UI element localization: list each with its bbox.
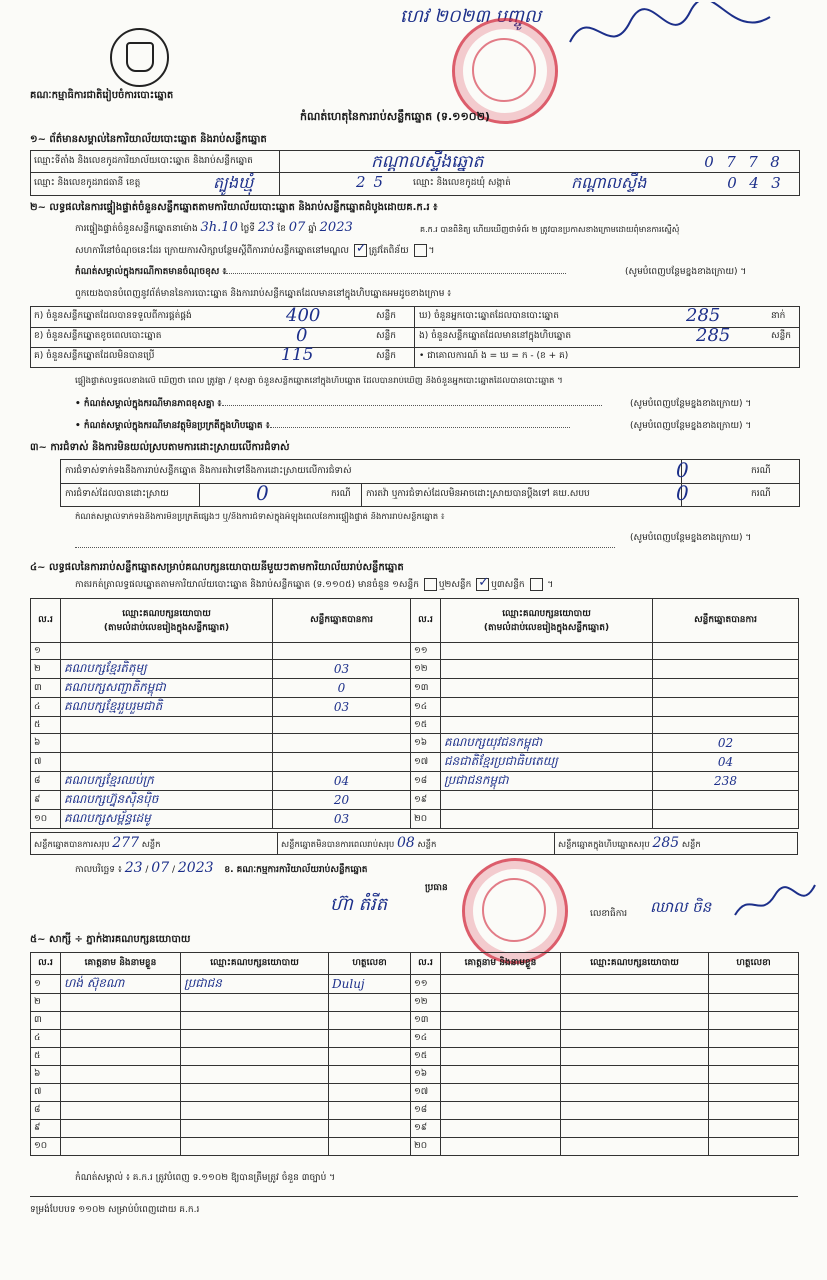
w-party [561,975,709,994]
ka-unit: សន្លឹក [376,311,396,321]
party-votes [653,698,799,717]
results-row [31,679,799,698]
w-sign [709,1066,799,1084]
gho-value: 285 [686,305,721,326]
party-votes: 03 [273,698,411,717]
w-col-party: ឈ្មោះគណបក្សនយោបាយ [561,953,709,975]
code-digit: 3 [771,174,781,192]
committee-label: ខ. គណៈកម្មការការិយាល័យរាប់សន្លឹកឆ្នោត [224,865,368,875]
w-name [61,1012,181,1030]
bullet2: • កំណត់សម្គាល់ក្នុងករណីមានវត្ថុមិនប្រក្រតីក្នុងហិបឆ្នោត ៖ [75,420,570,433]
ko-value: 115 [281,345,314,365]
party-votes: 04 [653,753,799,772]
w-no: ៤ [31,1030,61,1048]
section2-line1b: គ.ក.រ បានពិនិត្យ ហើយឃើញថាទំព័រ ២ ត្រូវបានប្រកាសខាងក្រោមដោយពុំមានការស្នើសុំ [420,225,680,234]
section3-dots [75,540,615,551]
results-row [31,643,799,660]
w-col-name: គោត្តនាម និងនាមខ្លួន [441,953,561,975]
witness-row [31,1102,799,1120]
w-no: ១ [31,975,61,994]
results-row [31,660,799,679]
ngo-value: 285 [696,325,731,346]
party-votes: 238 [653,772,799,791]
w-no: ៩ [31,1120,61,1138]
witness-table [30,952,799,1156]
party-name: គណបក្សខ្មែរឈប់ក្រ [61,772,273,791]
w-sign [709,1012,799,1030]
w-name [441,1012,561,1030]
row-no: ១៣ [411,679,441,698]
w-name [61,1030,181,1048]
row-no: ១៤ [411,698,441,717]
w-col-sign: ហត្ថលេខា [329,953,411,975]
row2-value: ត្បូងឃ្មុំ [213,173,254,192]
bullet1: • កំណត់សម្គាល់ក្នុងករណីមានភាពខុសគ្នា ៖ [75,398,602,411]
party-votes [653,679,799,698]
w-col-name: គោត្តនាម និងនាមខ្លួន [61,953,181,975]
checkbox-three-sheets[interactable] [530,578,543,591]
w-party: ប្រជាជន [181,975,329,994]
w-party [181,1120,329,1138]
w-name [61,1048,181,1066]
org-name: គណៈកម្មាធិការជាតិរៀបចំការបោះឆ្នោត [30,90,174,101]
section3-note: កំណត់សម្គាល់ទាក់ទងនឹងការមិនប្រក្រតីផ្សេងៗ ឬ/និងការជំទាស់ក្នុងអំឡុងពេលនៃការផ្ទៀងផ្ទាត់ និងការរាប់សន្លឹកឆ្នោត ៖ [75,512,445,522]
witness-row [31,1030,799,1048]
gho-label: ឃ) ចំនួនអ្នកបោះឆ្នោតដែលបានបោះឆ្នោត [419,311,559,321]
section3-box [60,459,800,507]
party-votes [273,753,411,772]
w-no: ១០ [31,1138,61,1156]
sum-invalid: 08 [397,835,415,851]
row-no: ៦ [31,734,61,753]
w-party [181,1012,329,1030]
secretary-scribble [730,880,820,925]
row-no: ១១ [411,643,441,660]
row2-label2: ឈ្មោះ និងលេខកូដឃុំ សង្កាត់ [413,178,511,188]
section2-line2: សហការីនៅចំណុចនេះដែរ ក្រោយការសិក្សាបន្ថែមស្តីពីការរាប់សន្លឹកឆ្នោតនៅមណ្ឌល ✓ ត្រូវតែពិន័យ ។ [75,241,435,256]
party-name [61,643,273,660]
w-sign [709,1120,799,1138]
witness-row [31,975,799,994]
kha-unit: សន្លឹក [376,331,396,341]
code-digit: 4 [749,174,759,192]
w-no: ២ [31,994,61,1012]
row-no: ៣ [31,679,61,698]
party-name: ជនជាតិខ្មែរប្រជាធិបតេយ្យ [441,753,653,772]
party-name [61,753,273,772]
w-party [561,1120,709,1138]
row1-label: ឈ្មោះទីតាំង និងលេខកូដការិយាល័យបោះឆ្នោត និងរាប់សន្លឹកឆ្នោត [34,156,253,166]
footnote: កំណត់សម្គាល់ ៖ គ.ក.រ ត្រូវបំពេញ ទ.១១០២ ឱ្យបានត្រឹមត្រូវ ចំនួន ៣ច្បាប់ ។ [75,1173,336,1183]
code-digit: 0 [727,174,737,192]
section3-fill: (សូមបំពេញបន្ថែមខ្នងខាងក្រោយ) ។ [630,533,752,543]
witness-row [31,1120,799,1138]
w-sign [329,1102,411,1120]
w-name [441,994,561,1012]
results-row [31,810,799,829]
section3-title: ៣~ ការជំទាស់ និងការមិនយល់ស្របតាមការដោះស្រាយលើការជំទាស់ [30,442,290,453]
code-digit: 7 [748,153,758,171]
party-name: ប្រជាជនកម្ពុជា [441,772,653,791]
gho-unit: នាក់ [771,311,786,321]
party-votes [273,643,411,660]
sum-valid: 277 [112,835,139,851]
date-year: 2023 [177,860,214,876]
date-month: 07 [151,860,170,876]
party-name [61,717,273,734]
section4-subline: កាតរកត់ត្រាលទ្ធផលឆ្នោតតាមការិយាល័យបោះឆ្នោត និងរាប់សន្លឹកឆ្នោត (ទ.១១០៥) មានចំនួន ១សន្លឹក ឬ២សន្លឹក ✓ ឬ៣សន្លឹក ។ [75,575,554,590]
w-party [561,1066,709,1084]
w-party [561,1030,709,1048]
witness-row [31,1084,799,1102]
party-name: គណបក្សខ្មែររួបរួមជាតិ [61,698,273,717]
w-sign [329,1048,411,1066]
row2-num: 25 [356,173,392,191]
official-seal-top-inner [472,38,536,102]
w-party [561,1102,709,1120]
objection-row1-value: 0 [676,458,689,482]
secretary-signature: ឈាល ចិន [650,898,712,916]
objection-row2-unit2: ករណី [751,489,771,499]
checkbox-one-sheet[interactable] [424,578,437,591]
w-sign [329,1066,411,1084]
section2-note2: ពួកយេងបានបំពេញនូវព័ត៌មាននៃការបោះឆ្នោត និងការរាប់សន្លឹកឆ្នោតដែលមាននៅក្នុងហិបឆ្នោតអមដូចខាងក្រោម ៖ [75,289,452,299]
party-name: គណបក្សសញ្ជាតិកម្ពុជា [61,679,273,698]
code-digit: 0 [704,153,714,171]
ka-value: 400 [286,305,321,326]
party-votes: 03 [273,660,411,679]
w-party [561,1084,709,1102]
sum-box: 285 [652,835,680,851]
w-name [441,1138,561,1156]
sum-box-label: សន្លឹកឆ្នោតក្នុងហិបឆ្នោតសរុប [558,840,650,850]
section2-counts-box [30,306,800,368]
section2-note1-fill: (សូមបំពេញបន្ថែមខ្នងខាងក្រោយ) ។ [625,267,747,277]
section2-line1: ការផ្ទៀងផ្ទាត់ចំនួនសន្លឹកឆ្នោតនាម៉ោង 3h.10 ថ្ងៃទី 23 ខែ 07 ឆ្នាំ 2023 [75,220,353,235]
w-party [181,1102,329,1120]
row1-value: កណ្តាលស្ទឹងឆ្នោត [371,152,484,172]
party-name [441,660,653,679]
w-no: ៥ [31,1048,61,1066]
party-votes [653,660,799,679]
row1-code [698,153,786,171]
w-sign [709,975,799,994]
row2-code [721,174,787,192]
w-name [61,1138,181,1156]
col-party: ឈ្មោះគណបក្សនយោបាយ (តាមលំដាប់លេខរៀងក្នុងសន្លឹកឆ្នោត) [441,599,653,643]
party-name: គណបក្សសម្ព័ន្ធដេមូ [61,810,273,829]
ko-label: គ) ចំនួនសន្លឹកឆ្នោតដែលមិនបានប្រើ [34,351,155,361]
w-party [181,1066,329,1084]
row2-value2: កណ្តាលស្ទឹង [571,173,647,192]
party-name: គណបក្សយុវជនកម្ពុជា [441,734,653,753]
col-votes: សន្លឹកឆ្នោតបានការ [273,599,411,643]
w-sign [329,1084,411,1102]
party-name [441,791,653,810]
row-no: ១ [31,643,61,660]
row-no: ៧ [31,753,61,772]
objection-row2-label2: ការតវ៉ា ឬការជំទាស់ដែលមិនអាចដោះស្រាយបានប្តឹងទៅ គឃ.សបប [366,489,590,499]
results-row [31,753,799,772]
row-no: ៩ [31,791,61,810]
row-no: ២ [31,660,61,679]
w-sign [329,1012,411,1030]
results-row [31,734,799,753]
w-no: ១១ [411,975,441,994]
w-party [561,1048,709,1066]
results-row [31,698,799,717]
w-party [561,1012,709,1030]
row-no: ៥ [31,717,61,734]
w-party [181,1084,329,1102]
section2-note1: កំណត់សម្គាល់ក្នុងករណីកាតមានចំណុចខុស ៖ [75,266,566,279]
w-no: ១៩ [411,1120,441,1138]
party-votes: 0 [273,679,411,698]
w-no: ១៤ [411,1030,441,1048]
footer-rule [30,1196,798,1197]
results-row [31,772,799,791]
party-votes [653,791,799,810]
w-name [61,1066,181,1084]
w-name [441,1030,561,1048]
w-name [441,1084,561,1102]
row-no: ១៩ [411,791,441,810]
party-name [441,717,653,734]
witness-row [31,1012,799,1030]
w-no: ១៣ [411,1012,441,1030]
w-name [441,1102,561,1120]
official-seal-bottom-inner [482,878,546,942]
w-col-no: ល.រ [31,953,61,975]
objection-row1-label: ការជំទាស់ទាក់ទងនឹងការរាប់សន្លឹកឆ្នោត និងការតវ៉ាទៅនឹងការដោះស្រាយលើការជំទាស់ [65,466,352,476]
w-name [61,1120,181,1138]
w-no: ១២ [411,994,441,1012]
date-day: 23 [124,860,143,876]
w-party [181,994,329,1012]
row-no: ១៧ [411,753,441,772]
w-no: ១៥ [411,1048,441,1066]
w-party [181,1138,329,1156]
w-name: ហង់ ស៊ុខណា [61,975,181,994]
party-votes [653,810,799,829]
witness-row [31,994,799,1012]
party-name [441,679,653,698]
bullet1-fill: (សូមបំពេញបន្ថែមខ្នងខាងក្រោយ) ។ [630,399,752,409]
w-no: ៦ [31,1066,61,1084]
w-no: ៨ [31,1102,61,1120]
party-name: គណបក្សហ្វ៊ុនស៊ិនប៉ិច [61,791,273,810]
w-no: ១៦ [411,1066,441,1084]
checkbox-yes[interactable]: ✓ [355,241,367,256]
objection-row2-value2: 0 [676,481,689,505]
party-votes [653,717,799,734]
party-votes: 03 [273,810,411,829]
results-row [31,717,799,734]
w-no: ២០ [411,1138,441,1156]
ka-label: ក) ចំនួនសន្លឹកឆ្នោតដែលបានទទួលពីការផ្គត់ផ្គង់ [34,311,192,321]
date-line: កាលបរិច្ឆេទ ៖ 23 / 07 / 2023 ខ. គណៈកម្មការការិយាល័យរាប់សន្លឹកឆ្នោត [75,860,368,876]
secretary-label: លេខាធិការ [590,909,628,919]
w-no: ១៧ [411,1084,441,1102]
check-line: ផ្ទៀងផ្ទាត់លទ្ធផលខាងលើ ឃើញថា ពេល ត្រូវគ្នា / ខុសគ្នា ចំនួនសន្លឹកឆ្នោតនៅក្នុងហិបឆ្នោត ដែលបានរាប់ឃើញ និងចំនួនអ្នកបោះឆ្នោតដែលបានបោះឆ្នោត ។ [75,376,563,386]
emblem-logo [110,28,169,87]
w-no: ៣ [31,1012,61,1030]
w-sign [329,1138,411,1156]
code-digit: 7 [726,153,736,171]
party-votes: 20 [273,791,411,810]
col-no: ល.រ [411,599,441,643]
row-no: ១៥ [411,717,441,734]
row-no: ៨ [31,772,61,791]
w-col-party: ឈ្មោះគណបក្សនយោបាយ [181,953,329,975]
section1-title: ១~ ព័ត៌មានសម្គាល់នៃការិយាល័យបោះឆ្នោត និងរាប់សន្លឹកឆ្នោត [30,134,267,145]
party-votes [273,717,411,734]
col-party: ឈ្មោះគណបក្សនយោបាយ (តាមលំដាប់លេខរៀងក្នុងសន្លឹកឆ្នោត) [61,599,273,643]
objection-row1-unit: ករណី [751,466,771,476]
w-name [441,1066,561,1084]
chair-label: ប្រធាន [425,883,448,893]
w-sign [709,1084,799,1102]
form-label: ទម្រង់បែបបទ ១១០២ សម្រាប់បំពេញដោយ គ.ក.រ [30,1205,200,1215]
section1-box [30,150,800,196]
party-name [441,698,653,717]
sum-invalid-label: សន្លឹកឆ្នោតមិនបានការពេលរាប់សរុប [281,840,395,850]
kha-label: ខ) ចំនួនសន្លឹកឆ្នោតខូចពេលបោះឆ្នោត [34,331,162,341]
witness-row [31,1138,799,1156]
w-name [441,1048,561,1066]
row2-label: ឈ្មោះ និងលេខកូដរាជធានី ខេត្ត [34,178,141,188]
w-sign [329,994,411,1012]
row-no: ១៨ [411,772,441,791]
col-no: ល.រ [31,599,61,643]
row-no: ២០ [411,810,441,829]
doc-title: កំណត់ហេតុនៃការរាប់សន្លឹកឆ្នោត (ទ.១១០២) [300,110,490,123]
row-no: ១៦ [411,734,441,753]
w-no: ៧ [31,1084,61,1102]
objection-row2-value: 0 [256,481,269,505]
w-sign [709,1102,799,1120]
w-col-sign: ហត្ថលេខា [709,953,799,975]
party-name: គណបក្សខ្មែរតិតុម្យ [61,660,273,679]
w-sign [709,1138,799,1156]
totals-row: សន្លឹកឆ្នោតបានការសរុប 277 សន្លឹក សន្លឹកឆ្នោតមិនបានការពេលរាប់សរុប 08 សន្លឹក សន្លឹកឆ្នោតក្នុងហិបឆ្នោតសរុប 285 សន្លឹក [30,832,798,855]
w-name [441,1120,561,1138]
party-name [441,643,653,660]
sum-valid-label: សន្លឹកឆ្នោតបានការសរុប [34,840,110,850]
w-party [181,1048,329,1066]
section4-title: ៤~ លទ្ធផលនៃការរាប់សន្លឹកឆ្នោតសម្រាប់គណបក្សនយោបាយនីមួយៗតាមការិយាល័យរាប់សន្លឹកឆ្នោត [30,562,404,573]
results-table [30,598,799,829]
ngo-label: ង) ចំនួនសន្លឹកឆ្នោតដែលមាននៅក្នុងហិបឆ្នោត [419,331,572,341]
party-name [441,810,653,829]
formula: • ជាគោលការណ៍ ង = ឃ = ក - (ខ + គ) [419,351,569,361]
row-no: ១២ [411,660,441,679]
party-name [61,734,273,753]
chair-signature: ហ៊ា តំរីត [330,894,388,915]
w-name [61,1084,181,1102]
w-no: ១៨ [411,1102,441,1120]
party-votes [653,643,799,660]
row-no: ១០ [31,810,61,829]
results-row [31,791,799,810]
party-votes [273,734,411,753]
objection-row2-unit: ករណី [331,489,351,499]
w-party [561,994,709,1012]
objection-row2-label: ការជំទាស់ដែលបានដោះស្រាយ [65,489,169,499]
checkbox-no[interactable] [414,244,427,257]
w-col-no: ល.រ [411,953,441,975]
w-name [61,994,181,1012]
ngo-unit: សន្លឹក [771,331,791,341]
w-sign [329,1120,411,1138]
top-handwriting: ហេវ ២០២៣ បញ្ចូល [400,6,542,27]
w-sign [709,994,799,1012]
witness-row [31,1066,799,1084]
col-votes: សន្លឹកឆ្នោតបានការ [653,599,799,643]
witness-row [31,1048,799,1066]
row-no: ៤ [31,698,61,717]
w-sign [709,1030,799,1048]
code-digit: 8 [770,153,780,171]
checkbox-two-sheets[interactable]: ✓ [478,575,490,590]
top-signature-scribble [560,2,780,72]
section5-title: ៥~ សាក្សី ÷ ភ្នាក់ងារគណបក្សនយោបាយ [30,934,191,945]
kha-value: 0 [296,325,308,346]
w-sign [329,1030,411,1048]
party-votes: 04 [273,772,411,791]
w-party [181,1030,329,1048]
w-sign [709,1048,799,1066]
section2-title: ២~ លទ្ធផលនៃការផ្ទៀងផ្ទាត់ចំនួនសន្លឹកឆ្នោតតាមការិយាល័យបោះឆ្នោត និងរាប់សន្លឹកឆ្នោតដំបូងដោយគ.ក.រ ៖ [30,202,438,213]
w-sign: Duluj [329,975,411,994]
ko-unit: សន្លឹក [376,351,396,361]
w-party [561,1138,709,1156]
bullet2-fill: (សូមបំពេញបន្ថែមខ្នងខាងក្រោយ) ។ [630,421,752,431]
w-name [61,1102,181,1120]
party-votes: 02 [653,734,799,753]
w-name [441,975,561,994]
